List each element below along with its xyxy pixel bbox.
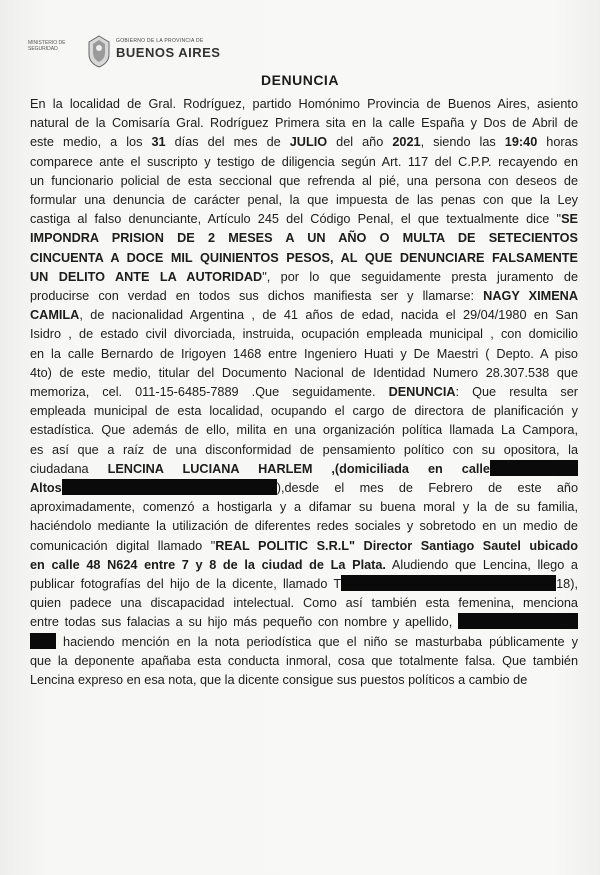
text-line bbox=[30, 191, 578, 210]
redaction-bar bbox=[490, 460, 578, 476]
bold-segment: 2021 bbox=[392, 135, 421, 150]
text-segment: Isidro , de estado civil divorciada, instruida, ocupación empleada municipal , con domicilio bbox=[30, 327, 578, 342]
text-segment: aproximadamente, comenzó a hostigarla y a difamar su buena moral y la de su familia, bbox=[30, 500, 578, 515]
text-segment: comparece ante el suscripto y testigo de diligencia según Art. 117 del C.P.P. recayendo en bbox=[30, 154, 578, 169]
ministry-label: MINISTERIO DE SEGURIDAD bbox=[28, 40, 66, 52]
text-line bbox=[30, 613, 578, 632]
text-segment: En la localidad de Gral. Rodríguez, partido Homónimo Provincia de Buenos Aires, asiento bbox=[30, 97, 578, 111]
text-line bbox=[30, 460, 578, 479]
provincial-crest-icon bbox=[86, 34, 112, 68]
text-line bbox=[30, 172, 578, 191]
text-segment: del año bbox=[327, 135, 393, 150]
bold-segment: UN DELITO ANTE LA AUTORIDAD bbox=[30, 269, 263, 284]
redaction-bar bbox=[30, 633, 56, 649]
text-line bbox=[30, 210, 578, 229]
bold-segment: CAMILA bbox=[30, 308, 80, 323]
text-segment: haciendo mención en la nota periodística que el niño se masturbaba públicamente y bbox=[56, 634, 578, 649]
text-line bbox=[30, 594, 578, 613]
text-line bbox=[30, 556, 578, 575]
text-segment: comunicación digital llamado " bbox=[30, 538, 216, 553]
text-line bbox=[30, 633, 578, 652]
text-segment: memoriza, cel. 011-15-6485-7889 .Que seguidamente. bbox=[30, 385, 389, 400]
government-label: GOBIERNO DE LA PROVINCIA DE bbox=[116, 38, 204, 44]
document-title: DENUNCIA bbox=[261, 72, 339, 88]
text-segment: , de nacionalidad Argentina , de 41 años de edad, nacida el 29/04/1980 en San bbox=[79, 308, 578, 323]
text-segment: natural de la Comisaría Gral. Rodríguez Primera sita en la calle España y Dos de Abril de bbox=[30, 116, 578, 131]
text-line bbox=[30, 537, 578, 556]
text-line bbox=[30, 402, 578, 421]
text-line bbox=[30, 306, 578, 325]
letterhead bbox=[28, 32, 328, 72]
text-segment: que la deponente apañaba esta conducta inmoral, cosa que totalmente falsa. Que también bbox=[30, 653, 578, 668]
text-line bbox=[30, 325, 578, 344]
text-segment: es así que a raíz de una disconformidad de pensamiento político con su opositora, la bbox=[30, 442, 578, 457]
text-segment: publicar fotografías del hijo de la dicente, llamado T bbox=[30, 577, 342, 592]
bold-segment: IMPONDRA PRISION DE 2 MESES A UN AÑO O MULTA DE SETECIENTOS bbox=[30, 231, 578, 246]
text-line bbox=[30, 229, 578, 248]
text-segment: días del mes de bbox=[165, 135, 290, 150]
text-line bbox=[30, 671, 578, 690]
text-line bbox=[30, 652, 578, 671]
text-line bbox=[30, 364, 578, 383]
text-segment: entre todas sus falacias a su hijo más pequeño con nombre y apellido, bbox=[30, 615, 458, 630]
text-segment: empleada municipal de esta localidad, ocupando el cargo de directora de planificación y bbox=[30, 404, 578, 419]
text-segment: 4to) de este medio, titular del Documento Nacional de Identidad Numero 28.307.538 que bbox=[30, 365, 578, 380]
text-line bbox=[30, 95, 578, 114]
text-segment: castiga al falso denunciante, Artículo 245 del Código Penal, el que textualmente dice " bbox=[30, 212, 562, 227]
text-segment: haciéndolo mediante la utilización de diferentes redes sociales y sobretodo en un medio de bbox=[30, 519, 578, 534]
bold-segment: en calle 48 N624 entre 7 y 8 de la ciudad de La Plata. bbox=[30, 557, 386, 572]
text-segment: : Que resulta ser bbox=[455, 385, 578, 400]
redaction-bar bbox=[62, 479, 277, 495]
text-segment: 18), bbox=[556, 577, 578, 592]
text-segment: ciudadana bbox=[30, 461, 108, 476]
document-body bbox=[30, 95, 578, 690]
bold-segment: 31 bbox=[151, 135, 166, 150]
bold-segment: REAL POLITIC S.R.L" Director Santiago Sautel ubicado bbox=[215, 538, 578, 553]
province-logo-text: BUENOS AIRES bbox=[116, 45, 221, 60]
text-line bbox=[30, 249, 578, 268]
text-line bbox=[30, 153, 578, 172]
text-line bbox=[30, 421, 578, 440]
bold-segment: NAGY XIMENA bbox=[483, 289, 579, 304]
bold-segment: CINCUENTA A DOCE MIL QUINIENTOS PESOS, AL QUE DENUNCIARE FALSAMENTE bbox=[30, 250, 578, 265]
bold-segment: JULIO bbox=[289, 135, 328, 150]
bold-segment: SE bbox=[561, 212, 578, 227]
text-line bbox=[30, 479, 578, 498]
text-line bbox=[30, 268, 578, 287]
text-line bbox=[30, 517, 578, 536]
text-segment: , siendo las bbox=[420, 135, 505, 150]
text-line bbox=[30, 287, 578, 306]
text-line bbox=[30, 575, 578, 594]
text-segment: formular una denuncia de carácter penal, la que impuesta de las penas con que la Ley bbox=[30, 193, 578, 208]
text-segment: horas bbox=[537, 135, 579, 150]
text-segment: Lencina expreso en esa nota, que la dicente consigue sus puestos políticos a cambio de bbox=[30, 673, 528, 688]
text-line bbox=[30, 383, 578, 402]
bold-segment: 19:40 bbox=[504, 135, 538, 150]
text-line bbox=[30, 133, 578, 152]
text-segment: en la calle Bernardo de Irigoyen 1468 entre Ingeniero Huati y De Maestri ( Depto. A piso bbox=[30, 346, 578, 361]
text-segment: un funcionario policial de esta seccional que refrenda al pié, una persona con deseos de bbox=[30, 173, 578, 188]
text-line bbox=[30, 345, 578, 364]
redaction-bar bbox=[458, 613, 578, 629]
text-segment: Aludiendo que Lencina, llego a bbox=[385, 557, 578, 572]
text-line bbox=[30, 441, 578, 460]
text-segment: ", por lo que seguidamente presta juramento de bbox=[262, 269, 579, 284]
text-line bbox=[30, 114, 578, 133]
text-segment: producirse con verdad en todos sus dichos manifiesta ser y llamarse: bbox=[30, 289, 484, 304]
bold-segment: DENUNCIA bbox=[388, 385, 456, 400]
text-segment: este medio, a los bbox=[30, 135, 152, 150]
text-segment: ),desde el mes de Febrero de este año bbox=[276, 481, 578, 496]
redaction-bar bbox=[341, 575, 556, 591]
text-segment: quien padece una discapacidad intelectual. Como así también esta femenina, menciona bbox=[30, 596, 578, 611]
text-line bbox=[30, 498, 578, 517]
text-segment: estadística. Que además de ello, milita en una organización política llamada La Campora, bbox=[30, 423, 578, 438]
bold-segment: Altos bbox=[30, 481, 62, 496]
bold-segment: LENCINA LUCIANA HARLEM ,(domiciliada en calle bbox=[107, 461, 490, 476]
